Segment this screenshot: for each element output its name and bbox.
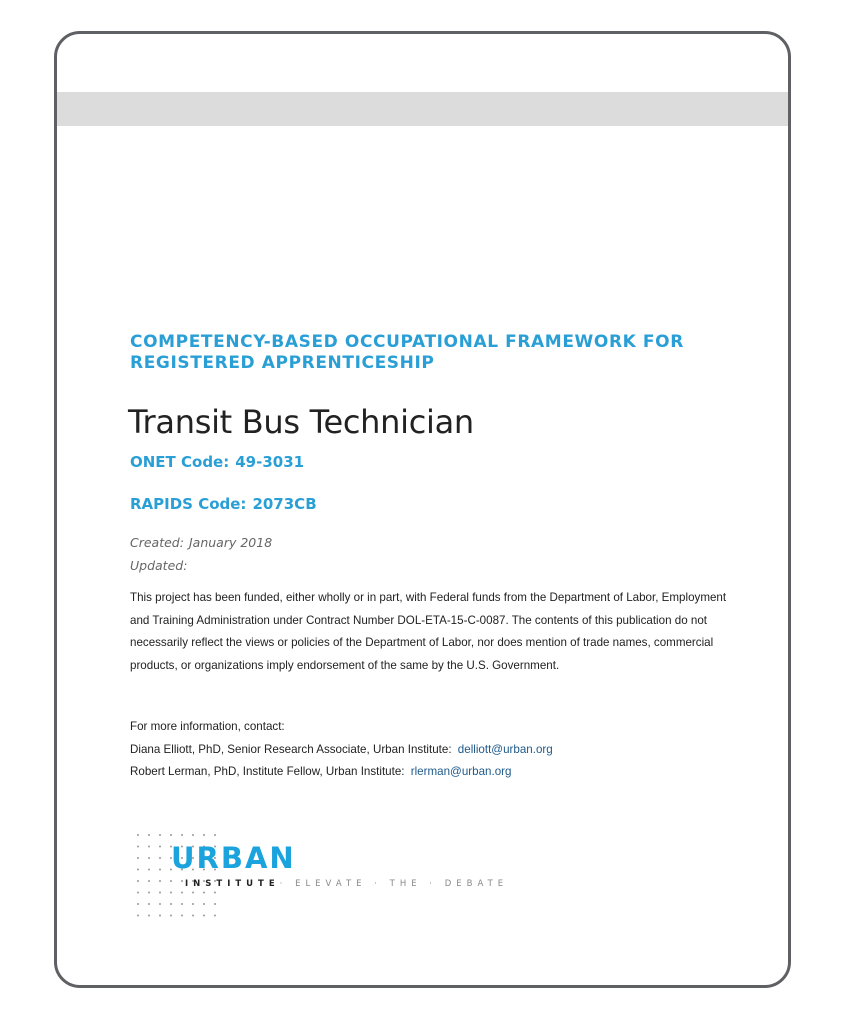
logo-elevate-tagline: · ELEVATE · THE · DEBATE [279, 879, 509, 889]
logo-dot [181, 880, 183, 882]
contact-person-2 [130, 761, 740, 784]
logo-dot [203, 892, 205, 894]
logo-dot [137, 869, 139, 871]
logo-dot [137, 857, 139, 859]
logo-dot [170, 834, 172, 836]
onet-code-label: ONET Code: [130, 453, 230, 471]
contact-person-2-email-link[interactable]: rlerman@urban.org [410, 765, 512, 778]
logo-dot [214, 834, 216, 836]
logo-dot [203, 903, 205, 905]
logo-dot [148, 903, 150, 905]
rapids-code-label: RAPIDS Code: [130, 495, 247, 513]
page-frame [54, 31, 791, 988]
contact-intro: For more information, contact: [130, 720, 285, 733]
logo-tagline [185, 878, 508, 890]
logo-dot [159, 846, 161, 848]
logo-dot [181, 903, 183, 905]
logo-dot [137, 892, 139, 894]
logo-dot [148, 869, 150, 871]
contact-person-1 [130, 739, 740, 762]
onet-code [130, 452, 310, 472]
logo-dot [137, 834, 139, 836]
logo-wordmark: URBAN [171, 841, 296, 875]
logo-dot [170, 880, 172, 882]
created-label: Created: [130, 535, 184, 550]
logo-dot [137, 903, 139, 905]
logo-dot [170, 892, 172, 894]
framework-heading: COMPETENCY-BASED OCCUPATIONAL FRAMEWORK FOR REGISTERED APPRENTICESHIP [130, 332, 684, 373]
logo-dot [214, 903, 216, 905]
rapids-code [130, 494, 323, 514]
contact-block [130, 716, 740, 784]
logo-dot [159, 880, 161, 882]
logo-dot [203, 834, 205, 836]
logo-dot [148, 846, 150, 848]
logo-dot [214, 892, 216, 894]
logo-dot [148, 915, 150, 917]
rapids-code-value: 2073CB [252, 495, 317, 513]
logo-dot [181, 915, 183, 917]
funding-disclaimer: This project has been funded, either wholly or in part, with Federal funds from the Department of Labor, Employment and Training Administration under Contract Number DOL-ETA-15-C-0087. The contents of this publication do not necessarily reflect the views or policies of the Department of Labor, nor does mention of trade names, commercial products, or organizations imply endorsement of the same by the U.S. Government. [130, 591, 727, 672]
updated-date [130, 557, 197, 575]
logo-dot [159, 915, 161, 917]
logo-dot [170, 903, 172, 905]
onet-code-value: 49-3031 [235, 453, 305, 471]
logo-dot [159, 892, 161, 894]
updated-label: Updated: [130, 558, 188, 573]
logo-dot [170, 915, 172, 917]
logo-dot [159, 903, 161, 905]
logo-dot [148, 857, 150, 859]
contact-person-2-text: Robert Lerman, PhD, Institute Fellow, Urban Institute: [130, 765, 405, 778]
logo-dot [181, 892, 183, 894]
contact-person-1-email-link[interactable]: delliott@urban.org [457, 742, 553, 756]
logo-dot [192, 892, 194, 894]
header-band [57, 92, 788, 126]
logo-dot [159, 869, 161, 871]
logo-dot [181, 834, 183, 836]
created-value: January 2018 [188, 535, 273, 550]
logo-institute: INSTITUTE [185, 879, 280, 889]
logo-dot [137, 846, 139, 848]
logo-dot [137, 880, 139, 882]
logo-dot [148, 892, 150, 894]
logo-dot [214, 915, 216, 917]
logo-dot [137, 915, 139, 917]
created-date [130, 534, 277, 552]
logo-dot [159, 857, 161, 859]
logo-dot [192, 903, 194, 905]
logo-dot [148, 880, 150, 882]
logo-dot [203, 915, 205, 917]
document-title: Transit Bus Technician [128, 403, 474, 441]
logo-dot [148, 834, 150, 836]
logo-dot [159, 834, 161, 836]
urban-institute-logo [135, 830, 555, 930]
logo-dot [192, 834, 194, 836]
logo-dot [192, 915, 194, 917]
contact-person-1-text: Diana Elliott, PhD, Senior Research Associate, Urban Institute: [130, 742, 452, 756]
